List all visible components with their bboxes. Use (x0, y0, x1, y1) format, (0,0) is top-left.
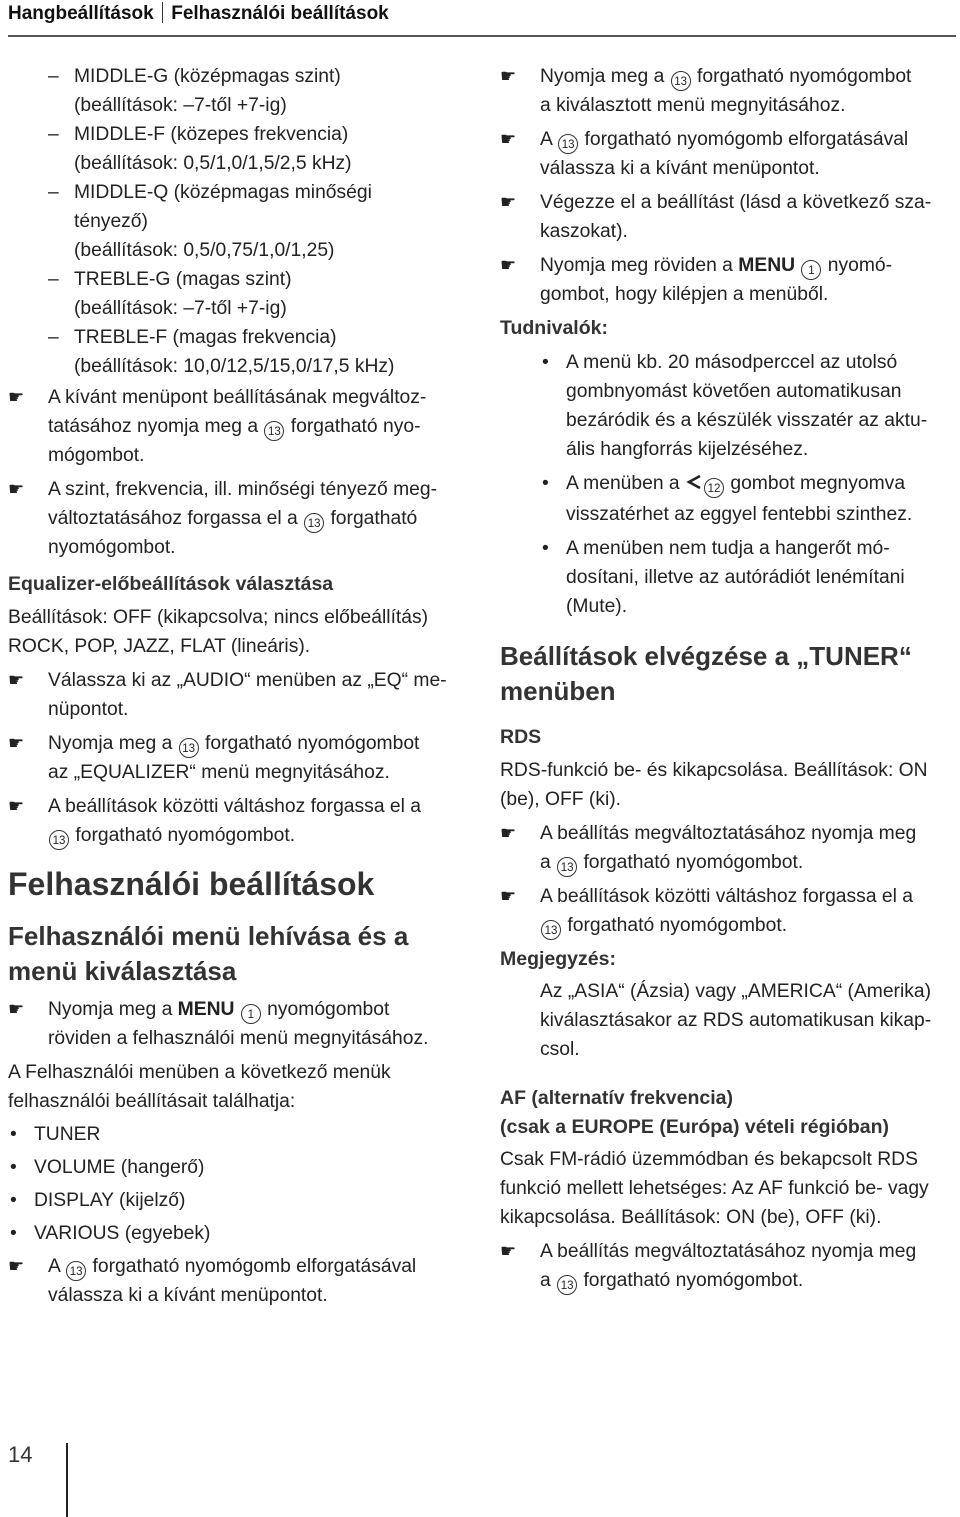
pointing-hand-icon: ☛ (500, 192, 517, 212)
left-column (8, 62, 464, 1310)
instruction-step: ☛ Nyomja meg a 13 forgatható nyomógombot az „EQUALIZER“ menü megnyitásához. (8, 729, 464, 787)
dash-item: – TREBLE-F (magas frekvencia) (beállítások: 10,0/12,5/15,0/17,5 kHz) (8, 323, 464, 381)
page-number: 14 (8, 1442, 33, 1467)
eq-settings-text: Beállítások: OFF (kikapcsolva; nincs előbeállítás) ROCK, POP, JAZZ, FLAT (lineáris). (8, 607, 429, 657)
note-item: • A menü kb. 20 másodperccel az utolsó gombnyomást követően automatikusan bezáródik és a készülék visszatér az aktu- ális hangforrás kijelzéséhez. (540, 348, 955, 464)
dash-marker: – (48, 66, 59, 87)
header-section-right: Felhasználói beállítások (171, 3, 389, 24)
pointing-hand-icon: ☛ (8, 796, 25, 816)
knob-13-icon: 13 (304, 513, 324, 533)
pointing-hand-icon: ☛ (8, 387, 25, 407)
right-column (500, 62, 955, 1295)
instruction-step: ☛ A beállítás megváltoztatásához nyomja meg a 13 forgatható nyomógombot. (500, 819, 955, 877)
dash-marker: – (48, 327, 59, 348)
list-item: • VARIOUS (egyebek) (8, 1219, 464, 1248)
tuner-section-title: Beállítások elvégzése a „TUNER“ menüben (500, 641, 912, 706)
bullet-dot: • (542, 538, 549, 559)
instruction-step: ☛ Nyomja meg röviden a MENU 1 nyomó- gombot, hogy kilépjen a menüből. (500, 251, 955, 309)
subsection-title: Felhasználói menü lehívása és a menü kiválasztása (8, 921, 409, 986)
knob-13-icon: 13 (671, 71, 691, 91)
dash-marker: – (48, 124, 59, 145)
pointing-hand-icon: ☛ (8, 479, 25, 499)
pointing-hand-icon: ☛ (500, 255, 517, 275)
dash-list (8, 62, 464, 381)
note-heading: Megjegyzés: (500, 948, 616, 970)
section-title: Felhasználói beállítások (8, 866, 375, 902)
bullet-dot: • (10, 1223, 17, 1244)
pointing-hand-icon: ☛ (500, 886, 517, 906)
instruction-step: ☛ Válassza ki az „AUDIO“ menüben az „EQ“ me- nüpontot. (8, 666, 464, 724)
instruction-step: ☛ A beállítás megváltoztatásához nyomja meg a 13 forgatható nyomógombot. (500, 1237, 955, 1295)
knob-13-icon: 13 (558, 134, 578, 154)
rds-heading: RDS (500, 726, 542, 748)
list-item: • VOLUME (hangerő) (8, 1153, 464, 1182)
left-chevron-icon (685, 471, 703, 500)
knob-13-icon: 13 (66, 1261, 86, 1281)
header-rule (8, 35, 956, 37)
instruction-step: ☛ A beállítások közötti váltáshoz forgassa el a 13 forgatható nyomógombot. (8, 792, 464, 850)
note-item: • A menüben a 12 gombot megnyomva visszatérhet az eggyel fentebbi szinthez. (540, 469, 955, 529)
page-header (8, 2, 389, 25)
knob-13-icon: 13 (541, 920, 561, 940)
key-12-icon: 12 (704, 478, 724, 498)
list-item: • TUNER (8, 1120, 464, 1149)
pointing-hand-icon: ☛ (8, 670, 25, 690)
pointing-hand-icon: ☛ (500, 1241, 517, 1261)
pointing-hand-icon: ☛ (8, 1256, 25, 1276)
bullet-dot: • (542, 352, 549, 373)
bullet-dot: • (10, 1190, 17, 1211)
header-section-left: Hangbeállítások (8, 3, 154, 24)
knob-13-icon: 13 (264, 421, 284, 441)
af-heading: AF (alternatív frekvencia) (csak a EUROPE (Európa) vételi régióban) (500, 1087, 890, 1138)
key-1-icon: 1 (241, 1004, 261, 1024)
intro-text: A Felhasználói menüben a következő menük felhasználói beállításait találhatja: (8, 1062, 391, 1112)
dash-marker: – (48, 182, 59, 203)
dash-item: – MIDDLE-F (közepes frekvencia) (beállítások: 0,5/1,0/1,5/2,5 kHz) (8, 120, 464, 178)
menu-list (8, 1120, 464, 1248)
instruction-step: ☛ Nyomja meg a 13 forgatható nyomógombot a kiválasztott menü megnyitásához. (500, 62, 955, 120)
instruction-step: ☛ A szint, frekvencia, ill. minőségi tényező meg- változtatásához forgassa el a 13 forgatható nyomógombot. (8, 475, 464, 562)
page-number-bar (66, 1443, 68, 1517)
pointing-hand-icon: ☛ (8, 733, 25, 753)
eq-heading: Equalizer-előbeállítások választása (8, 573, 334, 595)
bullet-dot: • (10, 1124, 17, 1145)
dash-item: – MIDDLE-G (középmagas szint) (beállítások: –7-től +7-ig) (8, 62, 464, 120)
instruction-step: ☛ A 13 forgatható nyomógomb elforgatásával válassza ki a kívánt menüpontot. (8, 1252, 464, 1310)
note-text: Az „ASIA“ (Ázsia) vagy „AMERICA“ (Amerika) kiválasztásakor az RDS automatikusan kikap- csol. (540, 981, 932, 1060)
note-item: • A menüben nem tudja a hangerőt mó- dosítani, illetve az autórádiót lenémítani (Mute). (540, 534, 955, 621)
instruction-step: ☛ A beállítások közötti váltáshoz forgassa el a 13 forgatható nyomógombot. (500, 882, 955, 940)
knob-13-icon: 13 (49, 830, 69, 850)
menu-key-label: MENU (738, 255, 796, 276)
knob-13-icon: 13 (557, 857, 577, 877)
dash-marker: – (48, 269, 59, 290)
pointing-hand-icon: ☛ (8, 999, 25, 1019)
notes-heading: Tudnivalók: (500, 317, 608, 339)
menu-key-label: MENU (177, 999, 235, 1020)
dash-item: – TREBLE-G (magas szint) (beállítások: –7-től +7-ig) (8, 265, 464, 323)
rds-text: RDS-funkció be- és kikapcsolása. Beállítások: ON (be), OFF (ki). (500, 760, 928, 810)
bullet-dot: • (542, 473, 549, 494)
pointing-hand-icon: ☛ (500, 129, 517, 149)
dash-item: – MIDDLE-Q (középmagas minőségi tényező) (beállítások: 0,5/0,75/1,0/1,25) (8, 178, 464, 265)
instruction-step: ☛ A kívánt menüpont beállításának megváltoz- tatásához nyomja meg a 13 forgatható nyo- mógombot. (8, 383, 464, 470)
list-item: • DISPLAY (kijelző) (8, 1186, 464, 1215)
knob-13-icon: 13 (557, 1275, 577, 1295)
instruction-step: ☛ A 13 forgatható nyomógomb elforgatásával válassza ki a kívánt menüpontot. (500, 125, 955, 183)
knob-13-icon: 13 (179, 738, 199, 758)
pointing-hand-icon: ☛ (500, 823, 517, 843)
key-1-icon: 1 (801, 260, 821, 280)
instruction-step: ☛ Végezze el a beállítást (lásd a következő sza- kaszokat). (500, 188, 955, 246)
af-text: Csak FM-rádió üzemmódban és bekapcsolt RDS funkció mellett lehetséges: Az AF funkció be- vagy kikapcsolása. Beállítások: ON (be), OFF (ki). (500, 1149, 929, 1228)
instruction-step: ☛ Nyomja meg a MENU 1 nyomógombot röviden a felhasználói menü megnyitásához. (8, 995, 464, 1053)
bullet-dot: • (10, 1157, 17, 1178)
header-separator (162, 2, 164, 23)
pointing-hand-icon: ☛ (500, 66, 517, 86)
